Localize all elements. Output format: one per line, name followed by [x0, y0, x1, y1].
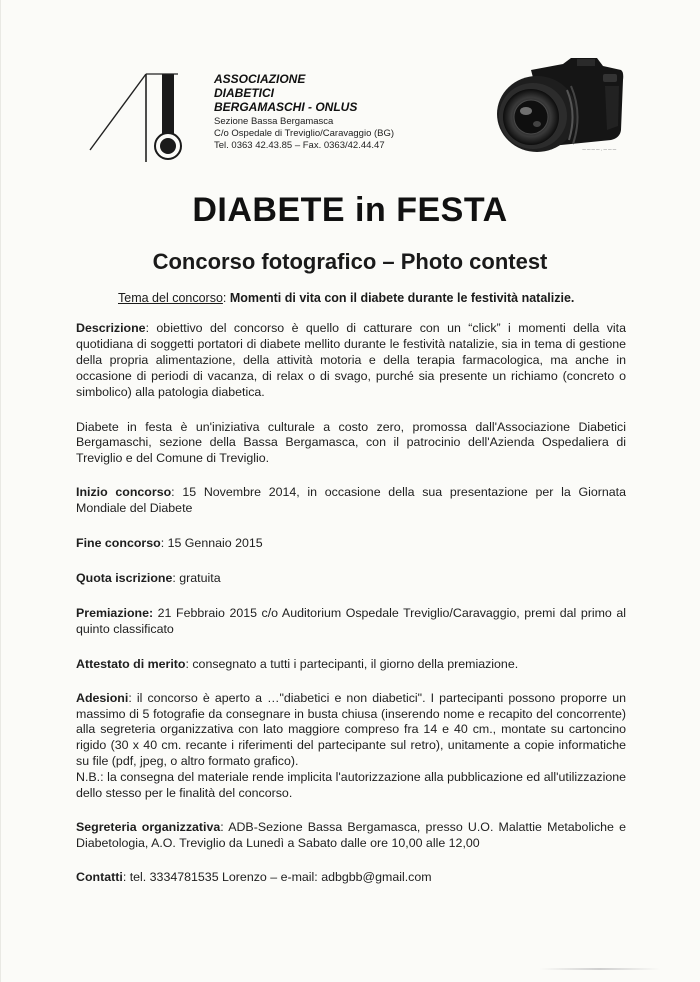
- description-label: Descrizione: [76, 321, 146, 335]
- camera-watermark-icon: ~~~~·~~~: [582, 147, 617, 154]
- theme-separator: :: [222, 291, 230, 305]
- end-text: : 15 Gennaio 2015: [160, 536, 263, 551]
- description-text: : obiettivo del concorso è quello di catturare con un “click” i momenti della vita quotidiana di soggetti portatori di diabete mellito durante le festività natalizie, sia in tema di gestione della propria alimentazione, della attività motoria e della terapia farmacologica, ma anche in occasione di periodi di vacanza, di relax o di svago, purché sia presente un richiamo (concreto o simbolico) alla patologia diabetica.: [76, 321, 626, 399]
- certificate-text: : consegnato a tutti i partecipanti, il giorno della premiazione.: [185, 656, 519, 671]
- org-section: Sezione Bassa Bergamasca: [214, 116, 334, 127]
- scan-edge: [0, 0, 1, 982]
- intro-paragraph: Diabete in festa è un'iniziativa culturale a costo zero, promossa dall'Associazione Diabetici Bergamaschi, sezione della Bassa Bergamasca, con il patrocinio dell'Azienda Ospedaliera di Treviglio e del Comune di Treviglio.: [76, 419, 626, 466]
- certificate-label: Attestato di merito: [76, 656, 186, 671]
- end-paragraph: [76, 536, 626, 552]
- entries-text: : il concorso è aperto a …"diabetici e non diabetici". I partecipanti possono proporre un massimo di 5 fotografie da consegnare in busta chiusa (inserendo nome e recapito del concorrente) alla segreteria organizzativa con lato maggiore compreso fra 14 e 40 cm., montate su cartoncino rigido (30 x 40 cm. recante i riferimenti del partecipante sul retro), unitamente a copie informatiche su file (pdf, jpeg, o altro formato grafico).: [76, 690, 626, 769]
- org-address: C/o Ospedale di Treviglio/Caravaggio (BG): [214, 128, 395, 139]
- contacts-label: Contatti: [76, 869, 123, 884]
- fee-label: Quota iscrizione: [76, 570, 173, 585]
- org-name-line3: BERGAMASCHI - ONLUS: [214, 100, 358, 114]
- org-phone: Tel. 0363 42.43.85 – Fax. 0363/42.44.47: [214, 140, 385, 151]
- secretariat-label: Segreteria organizzativa: [76, 819, 221, 834]
- description-paragraph: [76, 321, 626, 401]
- start-text: : 15 Novembre 2014, in occasione della sua presentazione per la Giornata Mondiale del Diabete: [76, 485, 626, 516]
- certificate-paragraph: [76, 657, 626, 673]
- secretariat-paragraph: [76, 820, 626, 852]
- entries-paragraph: [76, 691, 626, 771]
- camera-image-icon: [493, 56, 625, 156]
- entries-label: Adesioni: [76, 690, 129, 705]
- start-label: Inizio concorso: [76, 485, 172, 500]
- start-paragraph: [76, 485, 626, 517]
- nb-paragraph: N.B.: la consegna del materiale rende implicita l'autorizzazione alla pubblicazione ed all'utilizzazione dello stesso per le finalità del concorso.: [76, 770, 626, 801]
- theme-label: Tema del concorso: [118, 291, 223, 305]
- award-text: 21 Febbraio 2015 c/o Auditorium Ospedale Treviglio/Caravaggio, premi dal primo al quinto classificato: [76, 605, 626, 636]
- theme-value: Momenti di vita con il diabete durante le festività natalizie.: [229, 291, 575, 305]
- award-label: Premiazione:: [76, 605, 154, 620]
- fee-text: : gratuita: [172, 570, 221, 585]
- contest-details: [76, 321, 626, 886]
- end-label: Fine concorso: [76, 536, 161, 551]
- page-subtitle: Concorso fotografico – Photo contest: [152, 249, 548, 274]
- org-name-line1: ASSOCIAZIONE: [214, 72, 306, 86]
- organization-info: [214, 72, 474, 152]
- scan-artifact: [540, 968, 660, 970]
- secretariat-text: : ADB-Sezione Bassa Bergamasca, presso U.O. Malattie Metaboliche e Diabetologia, A.O. Treviglio da Lunedì a Sabato dalle ore 10,00 alle 12,00: [76, 819, 626, 850]
- award-paragraph: [76, 606, 626, 638]
- contacts-paragraph: [76, 870, 626, 886]
- association-logo-icon: [88, 70, 198, 162]
- fee-paragraph: [76, 571, 626, 587]
- contest-theme: [118, 290, 574, 306]
- contacts-text: : tel. 3334781535 Lorenzo – e-mail: adbgbb@gmail.com: [122, 869, 432, 884]
- org-name-line2: DIABETICI: [214, 86, 274, 100]
- page-title: DIABETE in FESTA: [192, 191, 508, 229]
